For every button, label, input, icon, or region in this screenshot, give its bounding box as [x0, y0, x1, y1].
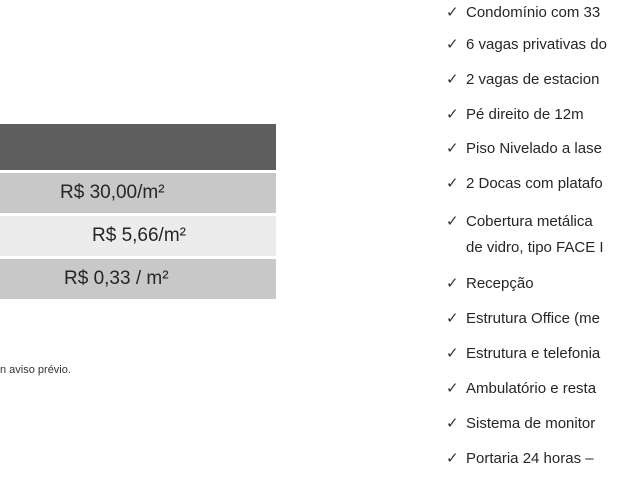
checkmark-icon: ✓: [446, 380, 459, 397]
checkmark-icon: ✓: [446, 140, 459, 157]
feature-item: [446, 309, 600, 329]
feature-text: Cobertura metálica: [466, 213, 593, 230]
price-value: R$ 0,33 / m²: [64, 268, 169, 289]
checkmark-icon: ✓: [446, 175, 459, 192]
feature-text: Recepção: [466, 275, 534, 292]
price-row: [0, 216, 276, 256]
feature-text: Pé direito de 12m: [466, 106, 584, 123]
feature-text-continuation: de vidro, tipo FACE I: [466, 239, 604, 256]
footnote: n aviso prévio.: [0, 364, 71, 376]
feature-item: [446, 105, 584, 125]
feature-item: [446, 174, 603, 194]
price-table-header: [0, 124, 276, 170]
price-row: [0, 259, 276, 299]
price-row: [0, 173, 276, 213]
feature-item: [446, 70, 599, 90]
feature-item: [446, 344, 600, 364]
feature-item: [446, 3, 600, 23]
price-value: R$ 30,00/m²: [60, 182, 165, 203]
checkmark-icon: ✓: [446, 213, 459, 230]
checkmark-icon: ✓: [446, 310, 459, 327]
checkmark-icon: ✓: [446, 71, 459, 88]
feature-item: [446, 274, 534, 294]
price-value: R$ 5,66/m²: [92, 225, 186, 246]
feature-text: Ambulatório e resta: [466, 380, 597, 397]
feature-text: Condomínio com 33: [466, 4, 601, 21]
feature-item: [446, 449, 594, 469]
checkmark-icon: ✓: [446, 450, 459, 467]
feature-item: [446, 139, 602, 159]
price-table: [0, 124, 276, 299]
feature-text: 2 vagas de estacion: [466, 71, 600, 88]
checkmark-icon: ✓: [446, 36, 459, 53]
feature-text: Portaria 24 horas –: [466, 450, 594, 467]
feature-text: 6 vagas privativas do: [466, 36, 607, 53]
checkmark-icon: ✓: [446, 415, 459, 432]
checkmark-icon: ✓: [446, 275, 459, 292]
feature-text: Sistema de monitor: [466, 415, 596, 432]
feature-text: Estrutura Office (me: [466, 310, 600, 327]
checkmark-icon: ✓: [446, 4, 459, 21]
feature-text: Piso Nivelado a lase: [466, 140, 602, 157]
checkmark-icon: ✓: [446, 345, 459, 362]
checkmark-icon: ✓: [446, 106, 459, 123]
feature-text: Estrutura e telefonia: [466, 345, 601, 362]
feature-item: [446, 379, 596, 399]
feature-text: 2 Docas com platafo: [466, 175, 603, 192]
feature-item: [446, 35, 607, 55]
feature-item: [446, 209, 604, 261]
feature-item: [446, 414, 595, 434]
